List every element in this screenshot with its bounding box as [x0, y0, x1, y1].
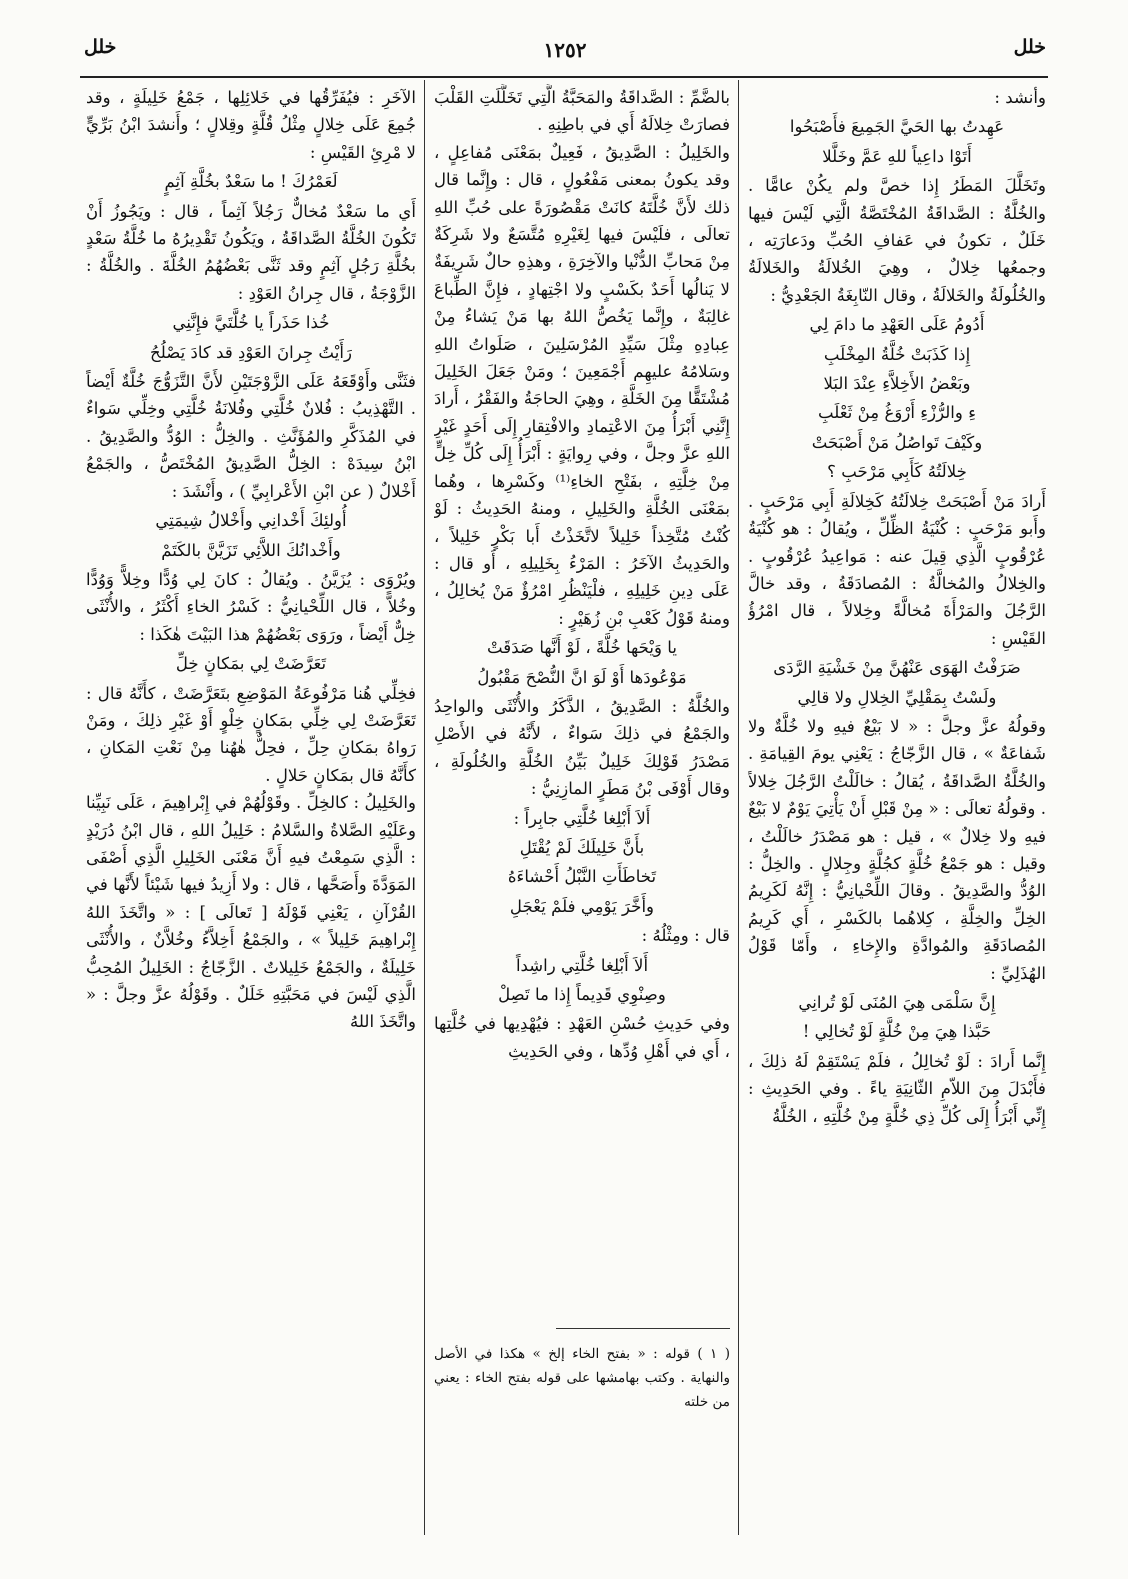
paragraph: قال : ومِثْلُهُ : — [641, 926, 730, 946]
column-divider-left — [424, 80, 425, 1535]
paragraph: أَي ما سَعْدٌ مُخالٌّ رَجُلاً آثِماً ، قال : ويَجُوزُ أَنْ تَكُونَ الخُلَّةُ الصَّداقَةُ ، ويَكُونُ تَقْدِيرُهُ ما خُلَّةُ سَعْدٍ بخُلَّةِ رَجُلٍ آثِمٍ وقد ثَنَّى بَعْضُهُمُ الخُلَّةَ . والخُلَّةُ : الزَّوْجَةُ ، قال جِرانُ العَوْدِ : — [86, 201, 416, 303]
verse-line: بأَنَّ خَلِيلَكَ لَمْ يُقْتَلِ — [519, 837, 645, 857]
paragraph: وأنشد : — [994, 88, 1046, 107]
verse-line: إِذا كَذَبَتْ خُلَّةُ المِخْلَبِ — [823, 344, 971, 364]
paragraph: ويُرْوَى : يُزَيَّنُ . ويُقالُ : كانَ لِي وُدًّا وخِلاًّ وَوُدًّا وخُلاًّ ، قال اللِّحْيانِيُّ : كَسْرُ الخاءِ أَكْثَرُ ، والأُنْثَى خِلٌّ أَيْضاً ، ورَوَى بَعْضُهُمْ هذا البَيْتَ هٰكَذا : — [86, 569, 416, 644]
verse-line: أَلاَ أَبْلِغا خُلَّتِي راشِداً — [515, 955, 649, 975]
paragraph: وفي حَدِيثِ حُسْنِ العَهْدِ : فيُهْدِيها في خُلَّتِها ، أَي في أَهْلِ وُدِّها ، وفي الحَدِيثِ — [434, 1014, 730, 1061]
column-divider-right — [738, 80, 739, 1535]
paragraph: والخَلِيلُ : كالخِلِّ . وقَوْلُهُمْ في إِبْراهِيمَ ، عَلَى نَبِيِّنا وعَلَيْهِ الصَّلاةُ والسَّلامُ : خَلِيلُ اللهِ ، قال ابْنُ دُرَيْدٍ : الَّذِي سَمِعْتُ فيهِ أَنَّ مَعْنَى الخَلِيلِ الَّذِي أَصْفَى المَوَدَّةَ وأَصَحَّها ، قال : ولا أَزِيدُ فيها شَيْئاً لأَنَّها في القُرْآنِ ، يَعْنِي قَوْلَهُ [ تَعالَى ] : « واتَّخَذَ اللهُ إِبْراهِيمَ خَلِيلاً » ، والجَمْعُ أَخِلاَّءُ وخُلاَّنٌ ، والأُنْثَى خَلِيلَةٌ ، والجَمْعُ خَلِيلاتٌ . الزَّجّاجُ : الخَلِيلُ المُحِبُّ الَّذِي لَيْسَ في مَحَبَّتِهِ خَلَلٌ . وقَوْلُهُ عزَّ وجلَّ : « واتَّخَذَ اللهُ — [86, 793, 416, 1032]
paragraph: بالضَّمِّ : الصَّداقَةُ والمَحَبَّةُ الَّتِي تَخَلَّلَتِ القَلْبَ فصارَتْ خِلالَهُ أَي في باطِنِهِ . — [434, 88, 730, 135]
verse-line: إِنَّ سَلْمَى هِيَ المُنَى لَوْ تُرانِي — [798, 993, 996, 1012]
verse-line: أُولئِكَ أَخْدانِي وأَخْلالُ شِيمَتِي — [155, 511, 347, 531]
verse-line: وأَخْدانُكَ اللاَّئِي تَزَيَّنَّ بالكَتَمْ — [161, 540, 341, 560]
paragraph: فثَنَّى وأَوْقَعَهُ عَلَى الزَّوْجَتَيْنِ لأَنَّ التَّزَوُّجَ خُلَّةٌ أَيْضاً . التَّهْذِيبُ : فُلانٌ خُلَّتِي وفُلانَةُ خُلَّتِي وخِلِّي سَواءٌ في المُذَكَّرِ والمُؤَنَّثِ . والخِلُّ : الوُدُّ والصَّدِيقُ . ابْنُ سِيدَهْ : الخِلُّ الصَّدِيقُ المُخْتَصُّ ، والجَمْعُ أَخْلالٌ ( عن ابْنِ الأَعْرابِيِّ ) ، وأَنْشَدَ : — [86, 372, 416, 501]
paragraph: وقولُهُ عزَّ وجلَّ : « لا بَيْعٌ فيهِ ولا خُلَّةٌ ولا شَفاعَةٌ » ، قال الزَّجّاجُ : يَعْنِي يومَ القِيامَةِ . والخُلَّةُ الصَّداقَةُ ، يُقالُ : خالَلْتُ الرَّجُلَ خِلالاً . وقولُهُ تعالَى : « مِنْ قَبْلِ أَنْ يَأْتِيَ يَوْمٌ لا بَيْعٌ فيهِ ولا خِلالٌ » ، قيل : هو مَصْدَرُ خالَلْتُ ، وقيل : هو جَمْعُ خُلَّةٍ كجُلَّةٍ وجِلالٍ . والخِلُّ : الوُدُّ والصَّدِيقُ . وقالَ اللِّحْيانِيُّ : إِنَّهُ لَكَرِيمُ الخِلِّ والخِلَّةِ ، كِلاهُما بالكَسْرِ ، أَي كَرِيمُ المُصادَقَةِ والمُوادَّةِ والإِخاءِ ، وأَمّا قَوْلُ الهُذَلِيِّ : — [748, 716, 1046, 983]
paragraph: الآخَرِ : فيُفَرِّقُها في خَلائِلِها ، جَمْعُ خَلِيلَةٍ ، وقد جُمِعَ عَلَى خِلالٍ مِثْلُ قُلَّةٍ وقِلالٍ ؛ وأَنشدَ ابْنُ بَرِّيٍّ لا مْرِئِ القَيْسِ : — [86, 88, 416, 162]
headword-right: خلل — [1013, 36, 1046, 58]
verse-line: وصِنْوِي قَدِيماً إِذا ما تَصِلْ — [498, 985, 666, 1004]
verse-line: تَخاطَأَتِ النَّبْلُ أَحْشاءَهُ — [507, 867, 657, 887]
verse-line: عَهِدتُ بها الحَيَّ الجَمِيعَ فأَصْبَحُوا — [789, 117, 1005, 137]
verse-line: وكَيْفَ تَواصُلُ مَنْ أَصْبَحَتْ — [811, 432, 983, 452]
paragraph: إِنَّما أَرادَ : لَوْ تُخالِلُ ، فلَمْ يَسْتَقِمْ لَهُ ذلِكَ ، فأَبْدَلَ مِنَ اللاّمِ الثّانِيَةِ ياءً . وفي الحَدِيثِ : إِنِّي أَبْرَأُ إِلَى كُلِّ ذِي خُلَّةٍ مِنْ خُلَّتِهِ ، الخُلَّةُ — [748, 1051, 1046, 1126]
header-rule — [80, 76, 1048, 78]
text-column-right — [748, 84, 1046, 1534]
verse-line: رَأَيْتُ جِرانَ العَوْدِ قد كادَ يَصْلُحُ — [150, 342, 352, 362]
paragraph: والخَلِيلُ : الصَّدِيقُ ، فَعِيلٌ بمَعْنَى مُفاعِلٍ ، وقد يكونُ بمعنى مَفْعُولٍ ، قال : وإِنَّما قال ذلك لأَنَّ خُلَّتَهُ كانَتْ مَقْصُورَةً على حُبِّ اللهِ تعالَى ، فلَيْسَ فيها لِغَيْرِهِ مُتَّسَعٌ ولا شَرِكَةٌ مِنْ مَحابِّ الدُّنْيا والآخِرَةِ ، وهذِهِ حالٌ شَرِيفَةٌ لا يَنالُها أَحَدٌ بكَسْبٍ ولا اجْتِهادٍ ، فإِنَّ الطِّباعَ غالِبَةٌ ، وإِنَّما يَخُصُّ اللهُ بها مَنْ يَشاءُ مِنْ عِبادِهِ مِثْلَ سَيِّدِ المُرْسَلِينَ ، صَلَواتُ اللهِ وسَلامُهُ عليهِم أَجْمَعِينَ ؛ ومَنْ جَعَلَ الخَلِيلَ مُشْتَقًّا مِنَ الخَلَّةِ ، وهِيَ الحاجَةُ والفَقْرُ ، أَرادَ إِنَّنِي أَبْرَأُ مِنَ الاعْتِمادِ والافْتِقارِ إِلَى أَحَدٍ غَيْرِ اللهِ عزَّ وجلَّ ، وفي رِوايَةٍ : أَبْرَأُ إِلَى كُلِّ خِلٍّ مِنْ خِلَّتِهِ ، بفَتْحِ الخاءِ⁽¹⁾ وكَسْرِها ، وهُما بمَعْنَى الخُلَّةِ والخَلِيلِ ، ومنهُ الحَدِيثُ : لَوْ كُنْتُ مُتَّخِذاً خَلِيلاً لاتَّخَذْتُ أَبا بَكْرٍ خَلِيلاً ، والحَدِيثُ الآخَرُ : المَرْءُ بِخَلِيلِهِ ، أَو قال : عَلَى دِينِ خَلِيلِهِ ، فلْيَنْظُرِ امْرُؤٌ مَنْ يُخالِلُ ، ومنهُ قَوْلُ كَعْبِ بْنِ زُهَيْرٍ : — [434, 142, 730, 628]
verse-line: يا وَيْحَها خُلَّةً ، لَوْ أَنَّها صَدَقَتْ — [487, 638, 677, 658]
verse-line: أَدُومُ عَلَى العَهْدِ ما دامَ لِي — [809, 315, 985, 335]
footnote — [434, 1342, 730, 1414]
verse-line: أَتَوْا داعِياً للهِ عَمَّ وخَلَّلا — [822, 146, 972, 166]
paragraph: والخُلَّةُ : الصَّدِيقُ ، الذَّكَرُ والأُنْثَى والواحِدُ والجَمْعُ في ذلِكَ سَواءٌ ، لأَنَّهُ في الأَصْلِ مَصْدَرُ قَوْلِكَ خَلِيلٌ بَيِّنُ الخُلَّةِ والخُلُولَةِ ، وقال أَوْفَى بْنُ مَطَرٍ المازِنِيُّ : — [434, 696, 730, 799]
verse-line: وأَخَّرَ يَوْمِي فلَمْ يَعْجَلِ — [509, 896, 655, 916]
headword-left: خلل — [84, 36, 117, 58]
verse-line: حَبَّذا هِيَ مِنْ خُلَّةٍ لَوْ تُخالِي ! — [802, 1022, 992, 1042]
footnote-text: ( ١ ) قوله : « بفتح الخاء إلخ » هكذا في الأصل والنهاية . وكتب بهامشها على قوله بفتح الخاء : يعني من خلته — [434, 1346, 730, 1410]
page-header — [0, 32, 1128, 72]
verse-line: ءِ والرُّزْءِ أَرْوَغُ مِنْ ثَعْلَبِ — [817, 403, 977, 423]
verse-line: خِلالَتُهُ كَأَبِي مَرْحَبِ ؟ — [827, 462, 967, 482]
paragraph: أَرادَ مَنْ أَصْبَحَتْ خِلالَتُهُ كَخِلالَةِ أَبِي مَرْحَبٍ . وأَبو مَرْحَبٍ : كُنْيَةُ الظِّلِّ ، ويُقالُ : هو كُنْيَةُ عُرْقُوبٍ الَّذِي قِيلَ عنه : مَواعِيدُ عُرْقُوبٍ . والخِلالُ والمُخالَّةُ : المُصادَقَةُ ، وقد خالَّ الرَّجُلَ والمَرْأَةَ مُخالَّةً وخِلالاً ، قال امْرُؤُ القَيْسِ : — [748, 491, 1046, 648]
verse-line: خُذا حَذَراً يا خُلَّتَيَّ فإِنَّنِي — [172, 313, 330, 333]
footnote-rule — [556, 1328, 730, 1329]
paragraph: وتَخَلَّلَ المَطَرُ إِذا خصَّ ولم يكُنْ عامًّا . والخُلَّةُ : الصَّداقَةُ المُخْتَصَّةُ الَّتِي لَيْسَ فيها خَلَلٌ ، تكونُ في عَفافِ الحُبِّ ودَعارَتِه ، وجمعُها خِلالٌ ، وهِيَ الخُلالَةُ والخَلالَةُ والخُلُولَةُ والخَلالَةُ ، وقال النّابِغَةُ الجَعْدِيُّ : — [748, 176, 1046, 305]
verse-line: مَوْعُودَها أَوْ لَوَ انَّ النُّصْحَ مَقْبُولُ — [477, 667, 687, 687]
verse-line: صَرَفْتُ الهَوَى عَنْهُنَّ مِنْ خَشْيَةِ الرَّدَى — [773, 658, 1021, 678]
verse-line: ولَسْتُ بِمَقْلِيِّ الخِلالِ ولا قالِي — [797, 687, 997, 707]
verse-line: تَعَرَّضَتْ لِي بمَكانٍ خِلِّ — [175, 654, 327, 674]
paragraph: فخِلِّي هُنا مَرْفُوعَةُ المَوْضِعِ بتَعَرَّضَتْ ، كأَنَّهُ قال : تَعَرَّضَتْ لِي خِلِّي بمَكانٍ خِلْوٍ أَوْ غَيْرِ ذلِكَ ، ومَنْ رَواهُ بمَكانِ حِلِّ ، فحِلٌّ هٰهُنا مِنْ نَعْتِ المَكانِ ، كأَنَّهُ قال بمَكانٍ حَلالٍ . — [86, 683, 416, 785]
verse-line: أَلاَ أَبْلِغا خُلَّتِي جابِراً : — [513, 808, 651, 828]
page-number: ١٢٥٢ — [543, 38, 587, 62]
text-column-middle — [434, 84, 730, 1534]
text-column-left — [86, 84, 416, 1534]
verse-line: وبَعْضُ الأَخِلاَّءِ عِنْدَ البَلا — [823, 374, 971, 394]
verse-line: لَعَمْرُكَ ! ما سَعْدٌ بخُلَّةِ آثِمٍ — [164, 172, 338, 192]
